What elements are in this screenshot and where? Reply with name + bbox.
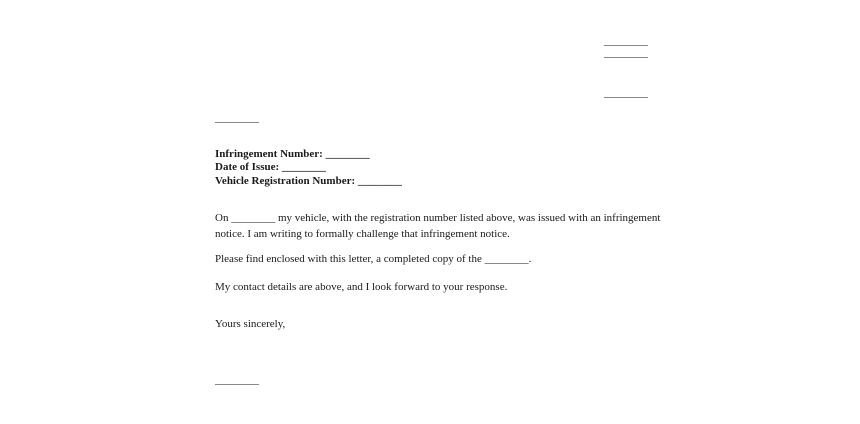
sender-address-line-1: ________ [604, 35, 648, 47]
recipient-name: ________ [215, 112, 259, 124]
body-paragraph-1: On ________ my vehicle, with the registration number listed above, was issued with an infringement notice. I am writing to formally challenge that infringement notice. [215, 212, 661, 240]
sender-address-line-2: ________ [604, 47, 648, 59]
body-paragraph-2: Please find enclosed with this letter, a completed copy of the ________. [215, 253, 532, 265]
date-of-issue: Date of Issue: ________ [215, 161, 326, 173]
closing-salutation: Yours sincerely, [215, 318, 286, 330]
body-paragraph-3: My contact details are above, and I look forward to your response. [215, 281, 508, 293]
letter-date: ________ [604, 87, 648, 99]
signature-line: ________ [215, 374, 259, 386]
infringement-number: Infringement Number: ________ [215, 148, 370, 160]
vehicle-registration-number: Vehicle Registration Number: ________ [215, 175, 402, 187]
